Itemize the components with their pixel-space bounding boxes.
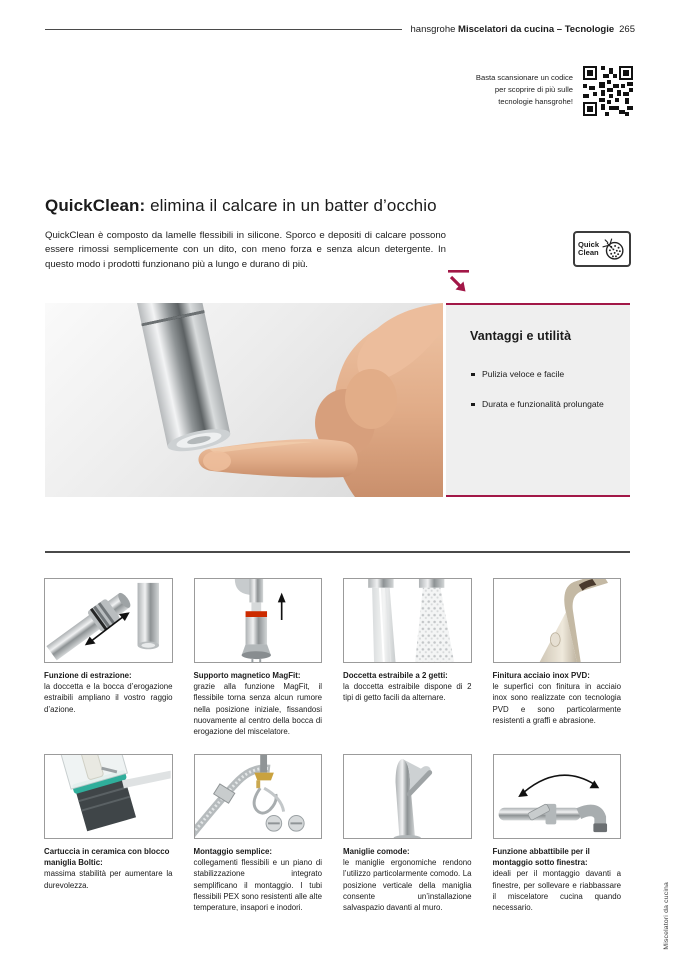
section-divider [45,551,630,553]
feature-steel-finish [493,578,622,737]
page-header [45,24,635,35]
features-grid [44,578,621,913]
benefits-list [470,369,618,410]
quickclean-badge [573,231,631,267]
brand-name: hansgrohe [410,24,456,35]
section-title: Miscelatori da cucina – Tecnologie [458,24,615,35]
section-heading [45,196,437,216]
qr-caption: Basta scansionare un codice per scoprire di più sulle tecnologie hansgrohe! [475,73,573,106]
feature-title: Funzione abbattibile per il montaggio sotto finestra: [492,847,590,868]
qr-block [476,66,633,116]
feature-ceramic-cartridge [44,754,173,913]
feature-title: Maniglie comode: [343,847,410,857]
feature-title: Doccetta estraibile a 2 getti: [343,671,448,680]
feature-text: la doccetta e la bocca d’erogazione estraibili ampliano il vostro raggio d’azione. [44,682,173,714]
heading-keyword: QuickClean: [45,196,146,215]
feature-image-pullout-spray [44,578,173,663]
benefit-item: Durata e funzionalità prolungate [470,399,618,410]
feature-title: Montaggio semplice: [193,847,272,857]
quickclean-demo-photo [45,303,443,497]
header-rule [45,29,402,31]
feature-text: massima stabilità per aumentare la durevolezza. [44,869,173,890]
feature-image-ergonomic-handle [343,754,472,839]
benefit-item: Pulizia veloce e facile [470,369,618,380]
feature-image-ceramic-cartridge [44,754,173,839]
feature-title: Cartuccia in ceramica con blocco maniglia Boltic: [44,847,170,868]
feature-magnetic-dock [194,578,323,737]
heading-rest: elimina il calcare in un batter d’occhio [145,196,437,215]
benefits-box [446,303,630,497]
page-number: 265 [619,24,635,35]
feature-two-jets [343,578,472,737]
feature-text: ideali per il montaggio davanti a finestre, per sollevare e riabbassare il miscelatore cucina quando necessario. [492,869,621,912]
feature-text: collegamenti flessibili e un piano di stabilizzazione integrato semplificano il montaggio. I tubi flessibili PEX sono resistenti alle alte temperature, insapori e inodori. [193,858,322,913]
feature-text: le superfici con finitura in acciaio inox sono realizzate con tecnologia PVD e sono particolarmente resistenti a graffi e abrasione. [492,682,621,725]
feature-image-fold-down-spout [493,754,622,839]
feature-image-flexible-hoses [194,754,323,839]
feature-title: Supporto magnetico MagFit: [193,671,301,680]
quickclean-badge-label: Quick Clean [578,239,600,257]
intro-paragraph: QuickClean è composto da lamelle flessibili in silicone. Sporco e depositi di calcare possono essere rimossi semplicemente con un dito, con meno forza e senza alcun detergente. In questo modo i prodotti funzionano più a lungo e durano di più. [45,230,446,270]
feature-fold-down-spout [493,754,622,913]
feature-image-magnetic-dock [194,578,323,663]
benefits-title: Vantaggi e utilità [470,329,572,343]
feature-title: Funzione di estrazione: [44,671,132,680]
feature-pullout-spray [44,578,173,737]
feature-title: Finitura acciaio inox PVD: [492,671,590,680]
feature-image-steel-finish [493,578,622,663]
feature-text: la doccetta estraibile dispone di 2 tipi di getto facili da alternare. [343,682,472,703]
feature-image-two-jets [343,578,472,663]
feature-flexible-hoses [194,754,323,913]
arrow-down-right-icon [447,268,473,298]
quickclean-sprayface-icon [600,235,626,263]
qr-code-icon [583,66,633,116]
faucet-finger-illustration [45,303,443,497]
feature-ergonomic-handle [343,754,472,913]
feature-text: grazie alla funzione MagFit, il flessibile torna senza alcun rumore nella posizione iniziale, fissandosi nuovamente al centro della bocca di erogazione del miscelatore. [193,682,322,736]
feature-text: le maniglie ergonomiche rendono l’utilizzo particolarmente comodo. La posizione verticale della maniglia consente un’installazione salvaspazio davanti al muro. [343,858,472,913]
sidebar-category-tab: Miscelatori da cucina [663,882,670,950]
